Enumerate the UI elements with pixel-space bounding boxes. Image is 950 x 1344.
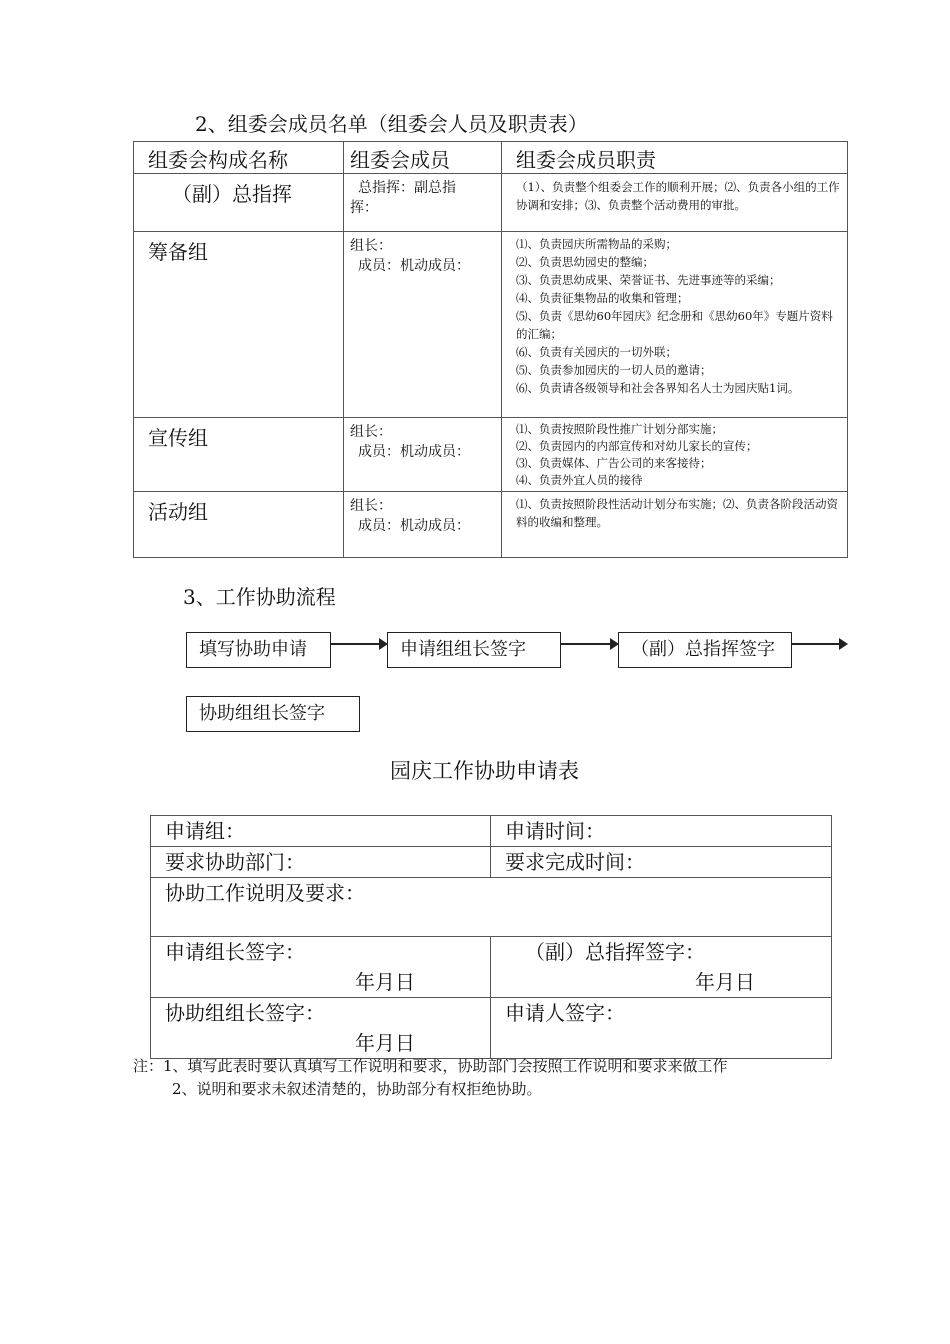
duty-item: ⑴、负责园庆所需物品的采购； (516, 237, 677, 251)
header-composition: 组委会构成名称 (148, 148, 288, 172)
form-row (151, 878, 832, 937)
table-header-row (134, 142, 848, 174)
flow-step-fill-request: 填写协助申请 (186, 632, 331, 668)
duty-item: ⑹、负责请各级领导和社会各界知名人士为园庆贴1词。 (516, 381, 800, 395)
table-row (134, 418, 848, 492)
row-members-1: 组长： (350, 238, 392, 254)
duty-item: ⑵、负责思幼园史的整编； (516, 255, 654, 269)
duty-item: ⑶、负责媒体、广告公司的来客接待； (516, 456, 712, 470)
duty-item: （1）、负责整个组委会工作的顺利开展；⑵、负责各小组的工作协调和安排；⑶、负责整个活动费用的审批。 (516, 180, 840, 212)
assist-dept-field[interactable]: 要求协助部门： (151, 847, 491, 878)
header-duties: 组委会成员职责 (516, 148, 656, 172)
row-name: 宣传组 (148, 426, 208, 450)
flow-step-commander-sign: （副）总指挥签字 (618, 632, 792, 668)
row-members-2: 成员：机动成员： (358, 444, 470, 460)
date-label: 年月日 (355, 1031, 415, 1055)
header-members: 组委会成员 (350, 148, 450, 172)
row-members-1: 组长： (350, 498, 392, 514)
form-title: 园庆工作协助申请表 (390, 759, 579, 783)
row-name: 活动组 (148, 500, 208, 524)
form-row (151, 816, 832, 847)
row-members-1: 总指挥：副总指 (358, 180, 456, 196)
flow-step-group-leader-sign: 申请组组长签字 (387, 632, 561, 668)
apply-leader-sign-field[interactable] (151, 937, 491, 998)
row-members-2: 成员：机动成员： (358, 258, 470, 274)
date-label: 年月日 (355, 970, 415, 994)
table-row (134, 232, 848, 418)
note-line-2: 2、说明和要求未叙述清楚的，协助部分有权拒绝协助。 (172, 1080, 542, 1098)
duty-item: ⑴、负责按照阶段性活动计划分布实施；⑵、负责各阶段活动资料的收编和整理。 (516, 497, 838, 529)
flow-arrow (331, 643, 386, 645)
description-field[interactable]: 协助工作说明及要求： (151, 878, 832, 937)
assist-leader-sign-field[interactable] (151, 998, 491, 1059)
apply-time-field[interactable]: 申请时间： (491, 816, 832, 847)
form-row (151, 998, 832, 1059)
note-line-1: 注：1、填写此表时要认真填写工作说明和要求，协助部门会按照工作说明和要求来做工作 (133, 1057, 728, 1075)
assist-leader-sign-label: 协助组组长签字： (165, 1001, 325, 1025)
commander-sign-label: （副）总指挥签字： (525, 940, 705, 964)
row-members-2: 挥： (350, 200, 378, 216)
row-name: （副）总指挥 (172, 182, 292, 206)
committee-table (133, 141, 848, 558)
assist-request-form (150, 815, 832, 1059)
apply-group-field[interactable]: 申请组： (151, 816, 491, 847)
flow-arrow (561, 643, 617, 645)
duty-item: ⑷、负责征集物品的收集和管理； (516, 291, 689, 305)
row-members-1: 组长： (350, 424, 392, 440)
commander-sign-field[interactable] (491, 937, 832, 998)
duty-item: ⑹、负责有关园庆的一切外联； (516, 345, 677, 359)
duty-item: ⑵、负责园内的内部宣传和对幼儿家长的宣传； (516, 439, 758, 453)
duty-item: ⑷、负责外宜人员的接待 (516, 473, 643, 487)
row-name: 筹备组 (148, 240, 208, 264)
flow-step-assist-leader-sign: 协助组组长签字 (186, 696, 360, 732)
section-3-title: 3、工作协助流程 (183, 585, 336, 609)
form-row (151, 847, 832, 878)
table-row (134, 492, 848, 558)
duty-item: ⑴、负责按照阶段性推广计划分部实施； (516, 422, 723, 436)
duty-item: ⑸、负责参加园庆的一切人员的邀请； (516, 363, 712, 377)
form-row (151, 937, 832, 998)
date-label: 年月日 (695, 970, 755, 994)
duty-item: ⑶、负责思幼成果、荣誉证书、先进事迹等的采编； (516, 273, 781, 287)
duty-item: ⑸、负责《思幼60年园庆》纪念册和《思幼60年》专题片资料的汇编； (516, 309, 833, 341)
applicant-sign-label: 申请人签字： (505, 1001, 625, 1025)
finish-time-field[interactable]: 要求完成时间： (491, 847, 832, 878)
table-row (134, 174, 848, 232)
row-members-2: 成员：机动成员： (358, 518, 470, 534)
flow-arrow (792, 643, 846, 645)
applicant-sign-field[interactable] (491, 998, 832, 1059)
apply-leader-sign-label: 申请组长签字： (165, 940, 305, 964)
section-2-title: 2、组委会成员名单（组委会人员及职责表） (195, 112, 588, 136)
